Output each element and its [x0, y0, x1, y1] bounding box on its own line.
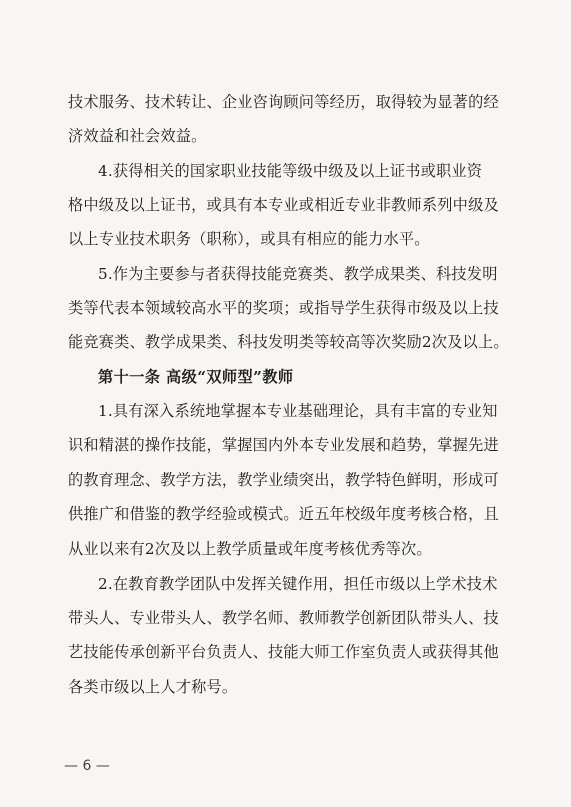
paragraph-line: 以上专业技术职务（职称），或具有相应的能力水平。: [68, 230, 430, 248]
paragraph-line: 能竞赛类、教学成果类、科技发明类等较高等次奖励2次及以上。: [68, 333, 509, 351]
section-heading: 第十一条 高级“双师型”教师: [98, 368, 294, 386]
paragraph-line: 5.作为主要参与者获得技能竞赛类、教学成果类、科技发明: [98, 265, 498, 283]
paragraph-line: 济效益和社会效益。: [68, 127, 207, 145]
paragraph-line: 格中级及以上证书，或具有本专业或相近专业非教师系列中级及: [68, 196, 499, 214]
paragraph-line: 类等代表本领域较高水平的奖项；或指导学生获得市级及以上技: [68, 299, 499, 317]
page-number: — 6 —: [64, 758, 110, 774]
paragraph-line: 技术服务、技术转让、企业咨询顾问等经历，取得较为显著的经: [68, 93, 499, 111]
paragraph-line: 从业以来有2次及以上教学质量或年度考核优秀等次。: [68, 540, 432, 558]
paragraph-line: 各类市级以上人才称号。: [68, 678, 238, 696]
paragraph-line: 艺技能传承创新平台负责人、技能大师工作室负责人或获得其他: [68, 643, 499, 661]
paragraph-line: 供推广和借鉴的教学经验或模式。近五年校级年度考核合格，且: [68, 505, 499, 523]
paragraph-line: 带头人、专业带头人、教学名师、教师教学创新团队带头人、技: [68, 609, 499, 627]
paragraph-line: 识和精湛的操作技能，掌握国内外本专业发展和趋势，掌握先进: [68, 436, 499, 454]
paragraph-line: 的教育理念、教学方法，教学业绩突出，教学特色鲜明，形成可: [68, 471, 499, 489]
paragraph-line: 2.在教育教学团队中发挥关键作用，担任市级以上学术技术: [98, 575, 498, 593]
paragraph-line: 4.获得相关的国家职业技能等级中级及以上证书或职业资: [98, 162, 483, 180]
paragraph-line: 1.具有深入系统地掌握本专业基础理论，具有丰富的专业知: [98, 402, 498, 420]
